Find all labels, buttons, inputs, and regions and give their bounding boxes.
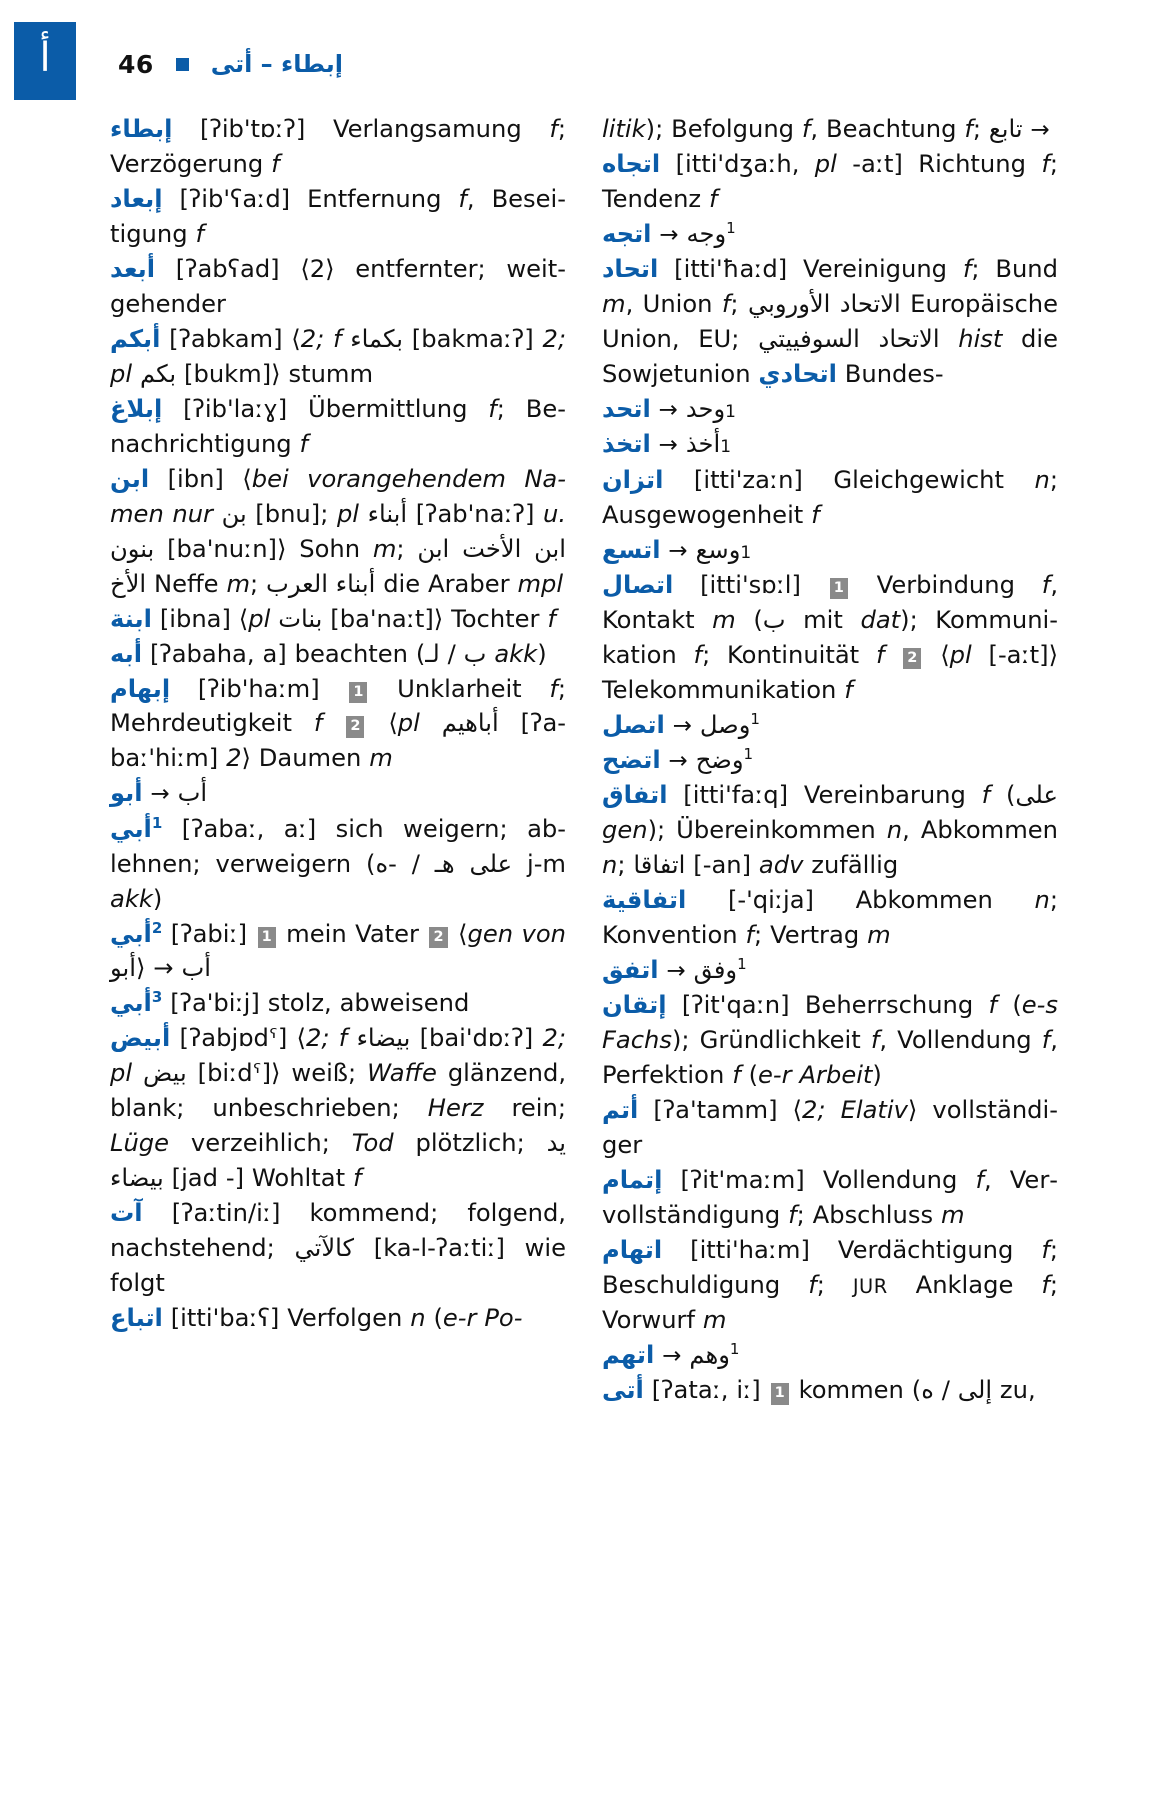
pronunciation: [itti'faːq] <box>683 781 789 810</box>
headword: اتجاه <box>602 150 661 179</box>
sense-number: 2 <box>346 716 364 738</box>
dict-entry: اتفاق [itti'faːq] Vereinbarung f (على gen); Übereinkommen n, Abkommen n; اتفاقا [-an] adv zufällig <box>602 781 1058 879</box>
dict-entry: اتحاد [itti'ħaːd] Vereinigung f; Bund m, Union f; الاتحاد الأوروبي Europäische Union, EU; الاتحاد السوفييتي hist die Sowjetunion اتحادي Bundes- <box>602 255 1059 389</box>
dict-entry: اتصل → وصل$^1$ <box>602 709 760 739</box>
headword: أبي <box>110 814 152 843</box>
pronunciation: [itti'baːʕ] <box>170 1304 280 1333</box>
cross-reference-arrow: → <box>659 222 679 249</box>
dict-entry: أبه [ʔabaha, a] beachten (ب / لـ akk) <box>110 639 547 668</box>
dict-entry: إبهام [ʔib'haːm] 1 Unklarheit f; Mehrdeutigkeit f 2 ⟨pl أباهيم [ʔabaː'hiːm] 2⟩ Daumen m <box>110 674 567 773</box>
pronunciation: [ʔib'laːɣ] <box>183 394 288 423</box>
pronunciation: [ʔib'haːm] <box>197 674 320 703</box>
headword: اتحاد <box>602 255 659 284</box>
headword: اتسع <box>602 535 661 564</box>
cross-reference-target: أخذ <box>685 430 721 459</box>
dict-entry <box>110 776 566 811</box>
dict-entry: اتهم → وهم$^1$ <box>602 1339 740 1369</box>
pronunciation: [ʔabʕad] <box>175 254 280 283</box>
dict-entry: أبي$^3$ [ʔa'biːj] stolz, abweisend <box>110 988 470 1018</box>
dict-entry: ابنة [ibna] ⟨pl بنات [ba'naːt]⟩ Tochter f <box>110 604 556 633</box>
headword: آت <box>110 1199 143 1228</box>
dict-entry: اتجاه [itti'dʒaːh, pl -aːt] Richtung f; Tendenz f <box>602 150 1058 214</box>
page-columns <box>110 112 1058 1408</box>
headword-homograph-number: 3 <box>151 988 163 1007</box>
dict-entry: اتسع → وسع1 <box>602 535 752 564</box>
headword: إبلاغ <box>110 394 163 423</box>
cross-reference-arrow: → <box>662 1342 682 1369</box>
cross-reference-target: وجه <box>686 220 727 249</box>
headword: أبه <box>110 639 143 668</box>
headword: أبو <box>110 779 143 808</box>
pronunciation: [ʔa'biːj] <box>170 989 260 1018</box>
cross-reference-target: وسع <box>695 535 741 564</box>
dict-entry-continuation: litik); Befolgung f, Beachtung f; تابع → <box>602 115 1050 143</box>
cross-reference-target: أب <box>177 779 208 808</box>
headword: اتخذ <box>602 430 651 459</box>
headword: أتم <box>602 1096 639 1124</box>
headword: اتهام <box>602 1235 663 1264</box>
headword: إتمام <box>602 1165 663 1194</box>
headword: اتفاقية <box>602 885 687 914</box>
pronunciation: [ibna] <box>159 604 231 633</box>
pronunciation: [ʔit'maːm] <box>680 1165 805 1194</box>
headword: ابن <box>110 464 150 493</box>
dict-entry: أبيض [ʔabjɒdˤ] ⟨2; f بيضاء [bai'dɒːʔ] 2; pl بيض [biːdˤ]⟩ weiß; Waffe glänzend, blank; unbeschrieben; Herz rein; Lüge verzeihlich; Tod plötzlich; يد بيضاء [jad -] Wohltat f <box>110 1024 567 1193</box>
pronunciation: [ʔa'tamm] <box>653 1096 778 1124</box>
pronunciation: [ʔib'ʕaːd] <box>179 184 291 213</box>
pronunciation: [ʔit'qaːn] <box>681 991 790 1020</box>
dict-entry: اتزان [itti'zaːn] Gleichgewicht n; Ausgewogenheit f <box>602 465 1059 529</box>
headword: أبي <box>110 989 152 1018</box>
dict-entry: إتمام [ʔit'maːm] Vollendung f, Vervollständigung f; Abschluss m <box>602 1165 1058 1229</box>
sense-number: 1 <box>830 578 848 600</box>
dict-entry: أبعد [ʔabʕad] ⟨2⟩ entfernter; weitgehender <box>110 254 566 318</box>
headword: أبي <box>110 919 152 948</box>
headword: اتفق <box>602 955 659 984</box>
dict-entry: إبلاغ [ʔib'laːɣ] Übermittlung f; Benachrichtigung f <box>110 394 566 458</box>
cross-reference-target: وحد <box>685 395 726 424</box>
cross-reference-target: وهم <box>689 1340 730 1369</box>
pronunciation: [ʔabaː, aː] <box>181 814 317 843</box>
headword: اتفاق <box>602 781 668 810</box>
sense-number: 1 <box>258 927 276 949</box>
sense-number: 2 <box>903 648 921 670</box>
headword: اتباع <box>110 1304 163 1333</box>
pronunciation: [ibn] <box>167 464 224 493</box>
running-head <box>118 44 958 84</box>
cross-reference-arrow: → <box>658 432 678 459</box>
pronunciation: [ʔaːtin/iː] <box>171 1199 281 1228</box>
dict-entry: أبكم [ʔabkam] ⟨2; f بكماء [bakmaːʔ] 2; pl بكم [bukm]⟩ stumm <box>110 324 566 388</box>
dict-entry: اتفق → وفق$^1$ <box>602 954 747 984</box>
cross-reference-arrow: → <box>672 712 692 739</box>
pronunciation: [ʔabiː] <box>170 919 248 948</box>
dict-entry: إتقان [ʔit'qaːn] Beherrschung f (e-s Fachs); Gründlichkeit f, Vollendung f, Perfektion f (e-r Arbeit) <box>602 991 1058 1090</box>
headword: أبكم <box>110 324 161 353</box>
alphabet-thumb-tab <box>14 22 76 100</box>
cross-reference-target: وضح <box>695 745 744 774</box>
pronunciation: [itti'sɒːl] <box>700 570 801 599</box>
cross-reference-arrow: → <box>658 397 678 424</box>
cross-reference-target: وفق <box>693 955 738 984</box>
headword: إتقان <box>602 991 667 1020</box>
headword: أبيض <box>110 1024 171 1053</box>
headword-homograph-number: 2 <box>151 918 163 937</box>
headword: اتحد <box>602 395 651 424</box>
dict-entry: ابن [ibn] ⟨bei vorangehendem Namen nur بن [bnu]; pl أبناء [ʔab'naːʔ] u. بنون [ba'nuːn]⟩ Sohn m; ابن الأخت ابن الأخ Neffe m; أبناء العرب die Araber mpl <box>110 464 567 598</box>
headword: إبهام <box>110 674 171 703</box>
headword: أبعد <box>110 254 155 283</box>
dict-entry: أبي$^2$ [ʔabiː] 1 mein Vater 2 ⟨gen von أبو⟩ → أب <box>110 918 566 983</box>
pronunciation: [itti'zaːn] <box>693 465 803 494</box>
dict-entry: اتضح → وضح$^1$ <box>602 744 754 774</box>
cross-reference-target: وصل <box>699 710 751 739</box>
cross-reference-arrow: → <box>668 747 688 774</box>
sense-number: 1 <box>771 1383 789 1405</box>
dict-entry: آت [ʔaːtin/iː] kommend; folgend, nachstehend; كالآتي [ka-l-ʔaːtiː] wie folgt <box>110 1199 566 1298</box>
headword: إبطاء <box>110 115 173 143</box>
dict-entry: أتم [ʔa'tamm] ⟨2; Elativ⟩ vollständiger <box>602 1096 1058 1159</box>
headword: اتضح <box>602 745 661 774</box>
dict-entry: اتحد → وحد1 <box>602 395 736 424</box>
headword-homograph-number: 1 <box>151 813 163 832</box>
pronunciation: [ʔabaha, a] <box>149 639 287 668</box>
dict-entry: اتباع [itti'baːʕ] Verfolgen n (e-r Po- <box>110 1304 523 1333</box>
dict-entry: أتى [ʔataː, iː] 1 kommen (إلى / ه zu, <box>602 1375 1036 1404</box>
sense-number: 1 <box>349 682 367 704</box>
page-number: 46 <box>118 49 154 79</box>
pronunciation: [ʔataː, iː] <box>651 1375 761 1404</box>
pronunciation: [itti'ħaːd] <box>674 255 788 284</box>
pronunciation: [-'qiːja] <box>727 885 814 914</box>
square-bullet-icon <box>176 58 189 71</box>
pronunciation: [ʔabkam] <box>169 324 283 353</box>
right-column <box>602 112 1058 1408</box>
dict-entry: إبطاء [ʔib'tɒːʔ] Verlangsamung f; Verzögerung f <box>110 115 566 178</box>
headword: إبعاد <box>110 184 163 213</box>
dict-entry: أبي$^1$ [ʔabaː, aː] sich weigern; ablehnen; verweigern (على هـ / -ه j-m akk) <box>110 813 567 913</box>
cross-reference-arrow: → <box>150 781 170 808</box>
dict-entry: اتجه → وجه$^1$ <box>602 219 736 249</box>
thumb-tab-letter: أ <box>39 35 51 81</box>
dict-entry: اتفاقية [-'qiːja] Abkommen n; Konvention f; Vertrag m <box>602 885 1058 949</box>
sense-number: 2 <box>429 927 447 949</box>
left-column <box>110 112 566 1408</box>
pronunciation: [itti'haːm] <box>690 1235 810 1264</box>
headword: اتزان <box>602 465 664 494</box>
guide-words: إبطاء – أتى <box>210 50 343 78</box>
dict-entry: اتهام [itti'haːm] Verdächtigung f; Beschuldigung f; JUR Anklage f; Vorwurf m <box>602 1235 1059 1334</box>
dict-entry: إبعاد [ʔib'ʕaːd] Entfernung f, Beseitigung f <box>110 184 566 248</box>
pronunciation: [ʔabjɒdˤ] <box>179 1024 288 1053</box>
headword: اتهم <box>602 1340 655 1369</box>
pronunciation: [ʔib'tɒːʔ] <box>200 115 306 143</box>
headword: ابنة <box>110 604 152 633</box>
headword: اتصل <box>602 710 665 739</box>
headword: اتجه <box>602 220 652 249</box>
dict-entry: اتخذ → أخذ1 <box>602 430 731 459</box>
cross-reference-arrow: → <box>666 957 686 984</box>
dict-entry: اتصال [itti'sɒːl] 1 Verbindung f, Kontakt m (ب mit dat); Kommunikation f; Kontinuität f 2 ⟨pl [-aːt]⟩ Telekommunikation f <box>602 570 1059 704</box>
cross-reference-arrow: → <box>668 537 688 564</box>
pronunciation: [itti'dʒaːh, pl -aːt] <box>675 150 903 179</box>
headword: اتصال <box>602 570 674 599</box>
headword: أتى <box>602 1375 644 1404</box>
